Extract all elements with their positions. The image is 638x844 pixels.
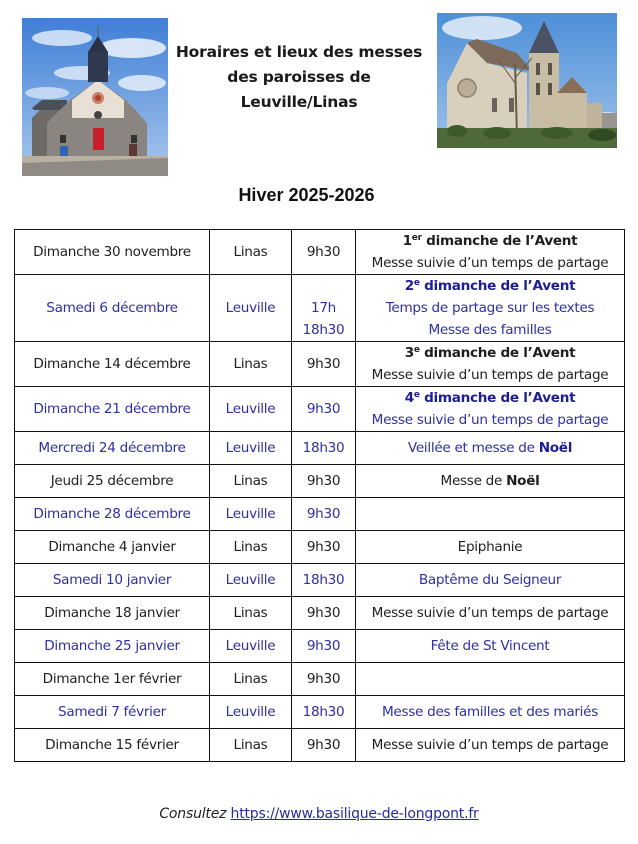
time-cell: 9h30: [292, 230, 356, 275]
note-line: Messe des familles: [428, 322, 552, 338]
ordinal-number: 4: [404, 390, 414, 406]
place-cell: Linas: [210, 597, 292, 630]
linas-church-photo: [437, 13, 617, 148]
note-bold-text: Noël: [538, 440, 573, 456]
place-cell: Linas: [210, 230, 292, 275]
place-cell: Leuville: [210, 564, 292, 597]
note-cell: [356, 342, 625, 387]
time-cell: 9h30: [292, 387, 356, 432]
time-cell: 9h30: [292, 498, 356, 531]
note-line: Temps de partage sur les textes: [385, 300, 595, 316]
leuville-church-photo: [22, 18, 168, 176]
place-cell: Linas: [210, 531, 292, 564]
date-cell: Dimanche 14 décembre: [15, 342, 210, 387]
mass-schedule-table: [14, 229, 625, 762]
table-row: [15, 531, 625, 564]
footer-lead-text: Consultez: [159, 806, 227, 822]
time-line: 17h: [310, 300, 336, 316]
title-line: des paroisses de: [227, 68, 371, 86]
table-row: [15, 696, 625, 729]
note-cell: [356, 387, 625, 432]
note-bold-text: Noël: [506, 473, 540, 489]
liturgical-heading: [358, 387, 622, 409]
time-line: 18h30: [302, 322, 345, 338]
date-cell: Dimanche 4 janvier: [15, 531, 210, 564]
note-cell: Fête de St Vincent: [356, 630, 625, 663]
ordinal-suffix: e: [413, 278, 420, 288]
note-cell: Epiphanie: [356, 531, 625, 564]
table-row: [15, 663, 625, 696]
date-cell: Dimanche 21 décembre: [15, 387, 210, 432]
note-cell: Messe des familles et des mariés: [356, 696, 625, 729]
ordinal-suffix: e: [413, 390, 420, 400]
footer: [0, 806, 638, 822]
table-row: [15, 564, 625, 597]
date-cell: Mercredi 24 décembre: [15, 432, 210, 465]
heading-text: dimanche de l’Avent: [419, 278, 576, 294]
table-row: [15, 387, 625, 432]
time-cell: 9h30: [292, 342, 356, 387]
note-line: Messe suivie d’un temps de partage: [371, 367, 609, 383]
time-cell: 18h30: [292, 564, 356, 597]
place-cell: Linas: [210, 342, 292, 387]
date-cell: Samedi 6 décembre: [15, 275, 210, 342]
liturgical-heading: [358, 275, 622, 297]
time-cell: 9h30: [292, 465, 356, 498]
liturgical-heading: [358, 342, 622, 364]
place-cell: Linas: [210, 465, 292, 498]
place-cell: Leuville: [210, 696, 292, 729]
date-cell: Samedi 7 février: [15, 696, 210, 729]
title-line: Horaires et lieux des messes: [175, 43, 423, 61]
table-row: [15, 729, 625, 762]
date-cell: Dimanche 30 novembre: [15, 230, 210, 275]
place-cell: Leuville: [210, 387, 292, 432]
table-row: [15, 465, 625, 498]
ordinal-number: 1: [402, 233, 412, 249]
heading-text: dimanche de l’Avent: [419, 390, 576, 406]
table-row: [15, 498, 625, 531]
note-text: Veillée et messe de: [407, 440, 539, 456]
time-cell: 9h30: [292, 729, 356, 762]
table-row: [15, 342, 625, 387]
ordinal-number: 2: [404, 278, 414, 294]
place-cell: Leuville: [210, 630, 292, 663]
heading-text: dimanche de l’Avent: [421, 233, 578, 249]
ordinal-suffix: e: [413, 345, 420, 355]
page-title: [170, 40, 428, 115]
place-cell: Linas: [210, 663, 292, 696]
date-cell: Dimanche 15 février: [15, 729, 210, 762]
date-cell: Dimanche 28 décembre: [15, 498, 210, 531]
note-cell: [356, 663, 625, 696]
time-cell: 18h30: [292, 696, 356, 729]
table-row: [15, 275, 625, 342]
note-cell: [356, 465, 625, 498]
time-cell: 9h30: [292, 663, 356, 696]
website-link[interactable]: https://www.basilique-de-longpont.fr: [230, 806, 479, 822]
date-cell: Samedi 10 janvier: [15, 564, 210, 597]
note-cell: Baptême du Seigneur: [356, 564, 625, 597]
table-row: [15, 630, 625, 663]
heading-text: dimanche de l’Avent: [419, 345, 576, 361]
table-row: [15, 432, 625, 465]
note-cell: [356, 275, 625, 342]
note-cell: [356, 498, 625, 531]
note-cell: Messe suivie d’un temps de partage: [356, 729, 625, 762]
table-row: [15, 230, 625, 275]
note-cell: [356, 432, 625, 465]
time-cell: 9h30: [292, 597, 356, 630]
ordinal-number: 3: [404, 345, 414, 361]
date-cell: Dimanche 1er février: [15, 663, 210, 696]
date-cell: Dimanche 18 janvier: [15, 597, 210, 630]
place-cell: Leuville: [210, 432, 292, 465]
note-line: Messe suivie d’un temps de partage: [371, 412, 609, 428]
time-cell: [292, 275, 356, 342]
time-cell: 9h30: [292, 630, 356, 663]
note-cell: Messe suivie d’un temps de partage: [356, 597, 625, 630]
place-cell: Leuville: [210, 275, 292, 342]
note-line: Messe suivie d’un temps de partage: [371, 255, 609, 271]
time-cell: 18h30: [292, 432, 356, 465]
table-row: [15, 597, 625, 630]
place-cell: Leuville: [210, 498, 292, 531]
liturgical-heading: [358, 230, 622, 252]
title-line: Leuville/Linas: [240, 93, 358, 111]
note-cell: [356, 230, 625, 275]
ordinal-suffix: er: [411, 233, 422, 243]
date-cell: Jeudi 25 décembre: [15, 465, 210, 498]
note-text: Messe de: [440, 473, 507, 489]
place-cell: Linas: [210, 729, 292, 762]
time-cell: 9h30: [292, 531, 356, 564]
date-cell: Dimanche 25 janvier: [15, 630, 210, 663]
season-title: Hiver 2025-2026: [238, 185, 375, 205]
